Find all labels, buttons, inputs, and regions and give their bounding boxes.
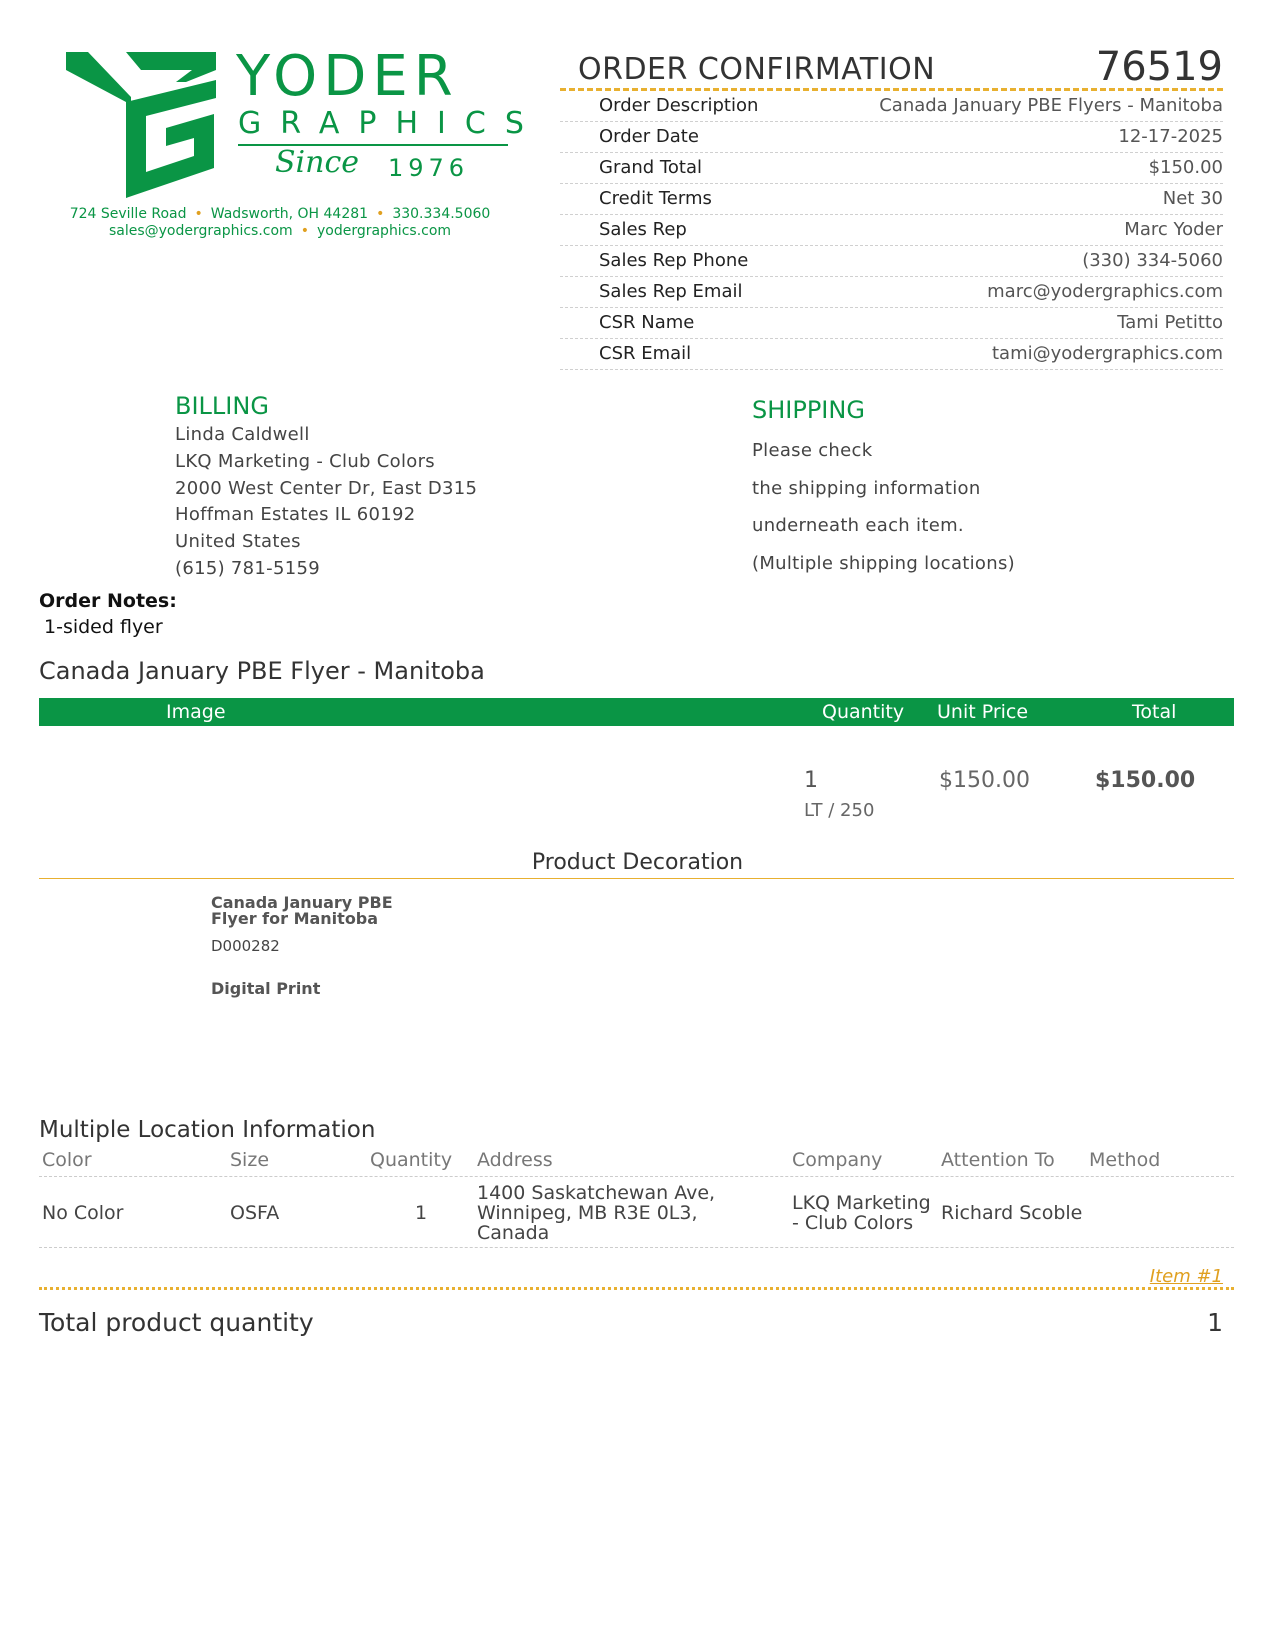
order-field-sales-rep-email — [560, 276, 1223, 308]
item-tag: Item #1 — [1149, 1266, 1223, 1287]
col-header: Attention To — [941, 1149, 1055, 1171]
field-value: 12-17-2025 — [1118, 126, 1223, 147]
field-value: (330) 334-5060 — [1082, 250, 1223, 271]
shipping-line: Please check — [752, 440, 873, 461]
brand-subname: GRAPHICS — [238, 106, 543, 141]
location-address: 1400 Saskatchewan Ave, — [477, 1182, 716, 1204]
decoration-rule — [39, 878, 1234, 879]
product-lt: LT / 250 — [804, 800, 875, 821]
billing-line: Linda Caldwell — [175, 424, 310, 445]
location-company: - Club Colors — [792, 1212, 914, 1234]
field-label: Credit Terms — [599, 188, 712, 209]
brand-name: YODER — [236, 44, 459, 109]
locations-header-rule — [39, 1176, 1234, 1177]
col-header: Color — [42, 1149, 92, 1171]
decoration-method: Digital Print — [211, 979, 321, 998]
order-field-csr-name — [560, 307, 1223, 339]
order-field-sales-rep-phone — [560, 245, 1223, 277]
field-label: Order Date — [599, 126, 699, 147]
field-value: Canada January PBE Flyers - Manitoba — [879, 95, 1223, 116]
location-company: LKQ Marketing — [792, 1192, 931, 1214]
billing-line: United States — [175, 531, 301, 552]
header-unit-price: Unit Price — [937, 701, 1029, 723]
field-value: Net 30 — [1162, 188, 1223, 209]
location-color: No Color — [42, 1202, 124, 1224]
order-field-credit-terms — [560, 183, 1223, 215]
billing-line: 2000 West Center Dr, East D315 — [175, 478, 478, 499]
product-unit-price: $150.00 — [939, 768, 1030, 793]
location-quantity: 1 — [415, 1202, 428, 1224]
brand-street: 724 Seville Road — [69, 206, 187, 222]
locations-row-rule — [39, 1247, 1234, 1248]
decoration-code: D000282 — [211, 937, 280, 955]
field-label: Sales Rep Phone — [599, 250, 749, 271]
billing-heading: BILLING — [175, 392, 269, 420]
field-label: Order Description — [599, 95, 759, 116]
location-address: Canada — [477, 1222, 550, 1244]
brand-phone: 330.334.5060 — [392, 206, 491, 222]
col-header: Company — [792, 1149, 883, 1171]
order-number: 76519 — [1095, 44, 1223, 90]
field-value[interactable]: tami@yodergraphics.com — [991, 343, 1223, 364]
field-value[interactable]: marc@yodergraphics.com — [987, 281, 1223, 302]
shipping-line: the shipping information — [752, 478, 981, 499]
order-field-description — [560, 90, 1223, 122]
shipping-line: (Multiple shipping locations) — [752, 553, 1015, 574]
product-quantity: 1 — [804, 768, 818, 793]
billing-line: LKQ Marketing - Club Colors — [175, 451, 435, 472]
brand-year: 1976 — [388, 154, 470, 182]
brand-contact-line: sales@yodergraphics.com • yodergraphics.com — [108, 223, 452, 239]
col-header: Quantity — [370, 1149, 453, 1171]
field-label: Sales Rep — [599, 219, 687, 240]
brand-since: Since — [275, 145, 360, 180]
field-label: CSR Email — [599, 343, 692, 364]
header-quantity: Quantity — [822, 701, 905, 723]
order-notes-value: 1-sided flyer — [44, 616, 163, 638]
shipping-line: underneath each item. — [752, 515, 964, 536]
shipping-heading: SHIPPING — [752, 396, 865, 424]
order-field-csr-email — [560, 338, 1223, 370]
product-total: $150.00 — [1095, 768, 1196, 793]
product-table-header — [39, 698, 1234, 726]
location-address: Winnipeg, MB R3E 0L3, — [477, 1202, 698, 1224]
billing-line: Hoffman Estates IL 60192 — [175, 504, 416, 525]
order-field-date — [560, 121, 1223, 153]
product-title: Canada January PBE Flyer - Manitoba — [39, 657, 485, 685]
order-title: ORDER CONFIRMATION — [578, 52, 936, 87]
field-label: Sales Rep Email — [599, 281, 743, 302]
brand-address-line: 724 Seville Road • Wadsworth, OH 44281 • 330.334.5060 — [69, 206, 491, 222]
field-label: CSR Name — [599, 312, 695, 333]
locations-heading: Multiple Location Information — [39, 1117, 376, 1143]
col-header: Size — [230, 1149, 270, 1171]
order-field-grand-total — [560, 152, 1223, 184]
field-value: $150.00 — [1148, 157, 1223, 178]
brand-website: yodergraphics.com — [316, 223, 452, 239]
field-value: Tami Petitto — [1117, 312, 1223, 333]
col-header: Method — [1089, 1149, 1161, 1171]
brand-city: Wadsworth, OH 44281 — [210, 206, 369, 222]
order-field-sales-rep — [560, 214, 1223, 246]
col-header: Address — [477, 1149, 553, 1171]
brand-email: sales@yodergraphics.com — [108, 223, 293, 239]
header-total: Total — [1132, 701, 1177, 723]
decoration-title: Canada January PBE — [211, 893, 393, 912]
order-notes-label: Order Notes: — [39, 590, 177, 612]
header-image: Image — [166, 701, 226, 723]
total-quantity-label: Total product quantity — [39, 1308, 314, 1337]
billing-line: (615) 781-5159 — [175, 558, 320, 579]
location-attention: Richard Scoble — [941, 1202, 1083, 1224]
field-label: Grand Total — [599, 157, 702, 178]
yoder-logo-mark — [66, 52, 216, 198]
item-divider — [39, 1287, 1234, 1290]
location-size: OSFA — [230, 1202, 280, 1224]
total-quantity-value: 1 — [1207, 1308, 1223, 1337]
field-value: Marc Yoder — [1124, 219, 1223, 240]
decoration-heading: Product Decoration — [531, 850, 744, 875]
decoration-title: Flyer for Manitoba — [211, 909, 379, 928]
